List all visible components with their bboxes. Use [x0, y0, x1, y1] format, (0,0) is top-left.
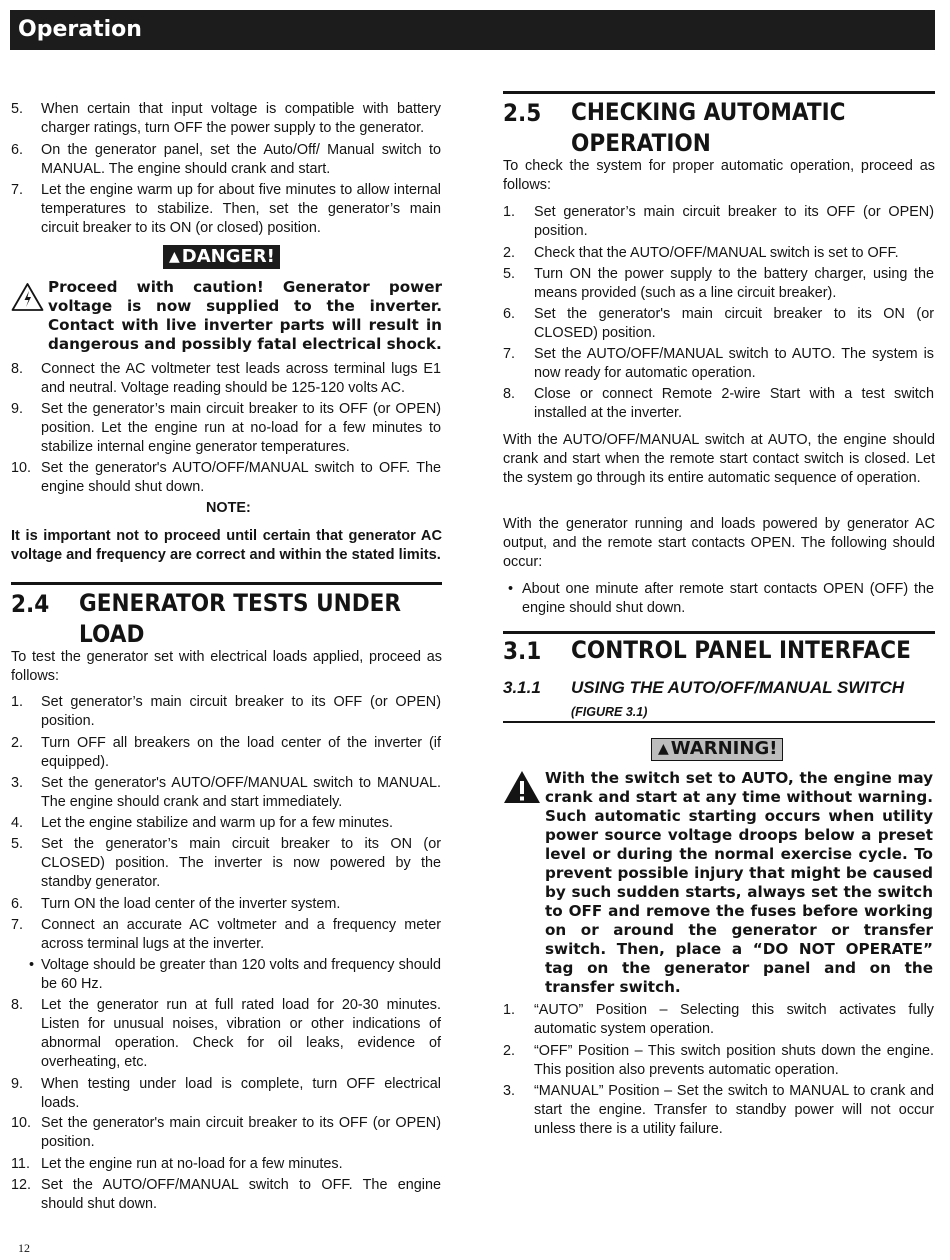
shock-warning-icon: [11, 282, 44, 312]
step-text: Set the generator's main circuit breaker to its ON (or CLOSED) position.: [534, 306, 934, 341]
bullet-text: Voltage should be greater than 120 volts and frequency should be 60 Hz.: [41, 957, 441, 992]
subsection-number: 3.1.1: [503, 678, 541, 697]
figure-reference: (FIGURE 3.1): [571, 705, 648, 719]
step-text: “MANUAL” Position – Set the switch to MANUAL to crank and start the engine. Transfer to standby power will not occur unless there is a utility failure.: [534, 1083, 934, 1137]
step-text: Let the generator run at full rated load for 20-30 minutes. Listen for unusual noises, vibration or other indications of abnormal operation. Check for oil leaks, evidence of overheating, etc.: [41, 997, 441, 1070]
warning-label: WARNING!: [670, 738, 778, 759]
danger-badge: [163, 245, 280, 269]
bullet-marker: •: [508, 581, 514, 597]
step-text: When testing under load is complete, turn OFF electrical loads.: [41, 1076, 441, 1111]
step-number: 3.: [11, 775, 24, 791]
warning-badge: [651, 738, 783, 761]
step-number: 9.: [11, 1076, 24, 1092]
alert-triangle-icon: ▲: [169, 249, 180, 265]
step-text: Set the generator’s main circuit breaker to its OFF (or OPEN) position. Let the engine run at no-load for a few minutes to stabilize internal engine generator temperatures.: [41, 401, 441, 455]
step-text: Check that the AUTO/OFF/MANUAL switch is set to OFF.: [534, 245, 899, 261]
subsection-rule: [503, 721, 935, 723]
step-number: 12.: [11, 1177, 32, 1193]
step-number: 6.: [11, 142, 24, 158]
step-text: Set generator’s main circuit breaker to its OFF (or OPEN) position.: [534, 204, 934, 239]
step-number: 1.: [503, 1002, 516, 1018]
step-number: 2.: [503, 245, 516, 261]
step-text: “AUTO” Position – Selecting this switch activates fully automatic system operation.: [534, 1002, 934, 1037]
step-number: 3.: [503, 1083, 516, 1099]
header-title: Operation: [18, 17, 142, 42]
step-text: Set the generator's AUTO/OFF/MANUAL switch to OFF. The engine should shut down.: [41, 460, 441, 495]
section-rule: [503, 91, 935, 94]
step-number: 8.: [11, 997, 24, 1013]
step-text: Let the engine run at no-load for a few minutes.: [41, 1156, 343, 1172]
warning-text: With the switch set to AUTO, the engine may crank and start at any time without warning. Such automatic starting occurs when utility power source voltage droops below a preset level or during the normal exercise cycle. To prevent possible injury that might be caused by such sudden starts, always set the switch to OFF and remove the fuses before working on or around the generator or transfer switch. Then, place a “DO NOT OPERATE” tag on the generator panel and on the transfer switch.: [545, 769, 933, 996]
section-number: 3.1: [503, 637, 542, 665]
section-title: CONTROL PANEL INTERFACE: [571, 636, 911, 664]
step-number: 5.: [503, 266, 516, 282]
step-text: Let the engine warm up for about five minutes to allow internal temperatures to stabilize. Then, set the generator’s main circuit breaker to its ON (or closed) position.: [41, 182, 441, 236]
paragraph: With the generator running and loads powered by generator AC output, and the remote start contacts OPEN. The following should occur:: [503, 516, 935, 570]
step-number: 11.: [11, 1156, 30, 1172]
step-text: Close or connect Remote 2-wire Start with a test switch installed at the inverter.: [534, 386, 934, 421]
step-text: Turn OFF all breakers on the load center of the inverter (if equipped).: [41, 735, 441, 770]
bullet-text: About one minute after remote start contacts OPEN (OFF) the engine should shut down.: [522, 581, 934, 616]
step-number: 5.: [11, 101, 24, 117]
step-number: 8.: [503, 386, 516, 402]
step-text: “OFF” Position – This switch position shuts down the engine. This position also prevents automatic operation.: [534, 1043, 934, 1078]
alert-triangle-icon: ▲: [658, 741, 669, 757]
step-number: 2.: [11, 735, 24, 751]
step-text: Set the AUTO/OFF/MANUAL switch to OFF. The engine should shut down.: [41, 1177, 441, 1212]
danger-text: Proceed with caution! Generator power voltage is now supplied to the inverter. Contact with live inverter parts will result in dangerous and possibly fatal electrical shock.: [48, 278, 442, 353]
step-number: 10.: [11, 1115, 32, 1131]
section-intro: To test the generator set with electrical loads applied, proceed as follows:: [11, 649, 442, 684]
step-text: Set the generator’s main circuit breaker to its ON (or CLOSED) position. The inverter is now powered by the standby generator.: [41, 836, 441, 890]
section-number: 2.5: [503, 99, 542, 127]
note-label: NOTE:: [206, 500, 251, 516]
section-rule: [503, 631, 935, 634]
step-text: Turn ON the load center of the inverter system.: [41, 896, 341, 912]
page-number: 12: [18, 1241, 30, 1255]
subsection-title: USING THE AUTO/OFF/MANUAL SWITCH: [571, 678, 905, 697]
step-number: 6.: [503, 306, 516, 322]
danger-label: DANGER!: [181, 246, 275, 267]
section-title: CHECKING AUTOMATIC OPERATION: [571, 98, 846, 157]
step-number: 7.: [503, 346, 516, 362]
section-intro: To check the system for proper automatic operation, proceed as follows:: [503, 158, 935, 193]
step-text: Connect an accurate AC voltmeter and a frequency meter across terminal lugs at the inverter.: [41, 917, 441, 952]
step-text: Connect the AC voltmeter test leads across terminal lugs E1 and neutral. Voltage reading should be 125-120 volts AC.: [41, 361, 441, 396]
note-text: It is important not to proceed until certain that generator AC voltage and frequency are correct and within the stated limits.: [11, 528, 442, 563]
step-number: 7.: [11, 917, 24, 933]
step-number: 2.: [503, 1043, 516, 1059]
bullet-marker: •: [29, 957, 35, 973]
step-number: 1.: [503, 204, 516, 220]
step-number: 1.: [11, 694, 24, 710]
section-rule: [11, 582, 442, 585]
step-number: 5.: [11, 836, 24, 852]
step-text: On the generator panel, set the Auto/Off/ Manual switch to MANUAL. The engine should crank and start.: [41, 142, 441, 177]
step-number: 9.: [11, 401, 24, 417]
step-text: Turn ON the power supply to the battery charger, using the means provided (such as a line circuit breaker).: [534, 266, 934, 301]
step-number: 4.: [11, 815, 24, 831]
step-number: 7.: [11, 182, 24, 198]
step-number: 10.: [11, 460, 32, 476]
paragraph: With the AUTO/OFF/MANUAL switch at AUTO, the engine should crank and start when the remote start contact switch is closed. Let the system go through its entire automatic sequence of operation.: [503, 432, 935, 486]
step-text: Set the generator's AUTO/OFF/MANUAL switch to MANUAL. The engine should crank and start immediately.: [41, 775, 441, 810]
step-text: Set the AUTO/OFF/MANUAL switch to AUTO. The system is now ready for automatic operation.: [534, 346, 934, 381]
exclamation-triangle-icon: [503, 770, 541, 804]
section-number: 2.4: [11, 590, 50, 618]
section-title: GENERATOR TESTS UNDER LOAD: [79, 589, 402, 648]
page-header: [10, 10, 935, 50]
step-text: Set generator’s main circuit breaker to its OFF (or OPEN) position.: [41, 694, 441, 729]
step-text: When certain that input voltage is compatible with battery charger ratings, turn OFF the power supply to the generator.: [41, 101, 441, 136]
step-number: 6.: [11, 896, 24, 912]
step-text: Let the engine stabilize and warm up for a few minutes.: [41, 815, 393, 831]
step-text: Set the generator's main circuit breaker to its OFF (or OPEN) position.: [41, 1115, 441, 1150]
step-number: 8.: [11, 361, 24, 377]
